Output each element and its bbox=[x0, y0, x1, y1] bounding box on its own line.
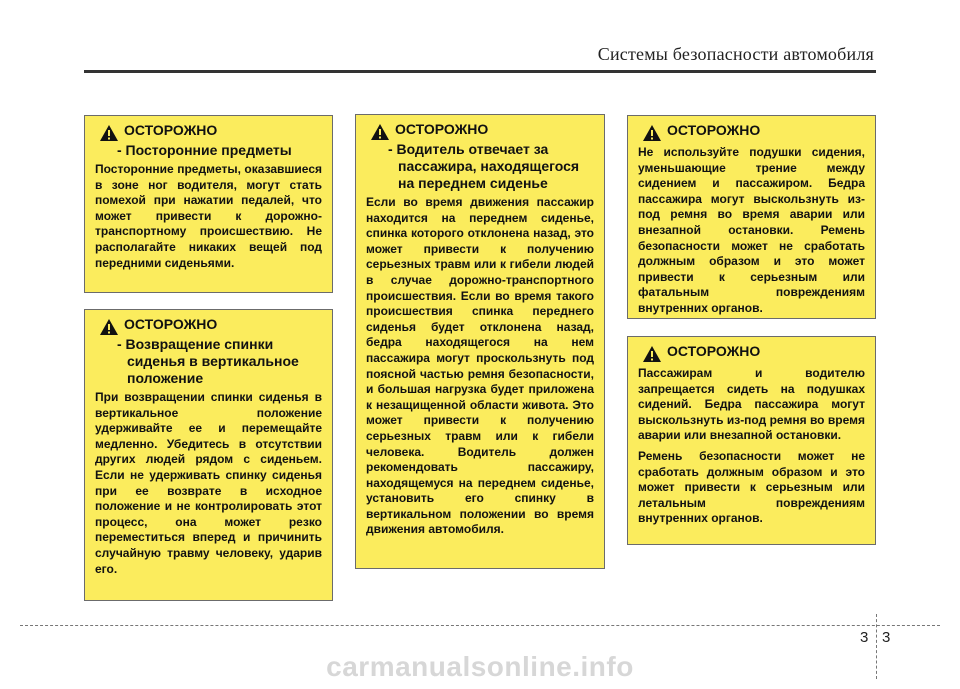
warning-box-foreign-objects bbox=[84, 115, 333, 293]
section-title: Системы безопасности автомобиля bbox=[597, 44, 874, 64]
watermark: carmanualsonline.info bbox=[326, 651, 634, 682]
warning-body: Посторонние предметы, оказавшиеся в зоне ног водителя, могут стать помехой при нажатии педалей, что может привести к дорожно-транспортному происшествию. Не располагайте никаких вещей под передними сиденьями. bbox=[95, 162, 322, 270]
warning-box-driver-responsibility bbox=[355, 114, 605, 569]
warning-subtitle: - Посторонние предметы bbox=[117, 142, 292, 158]
warning-box-seat-cushions bbox=[627, 115, 876, 319]
warning-triangle-icon bbox=[370, 123, 390, 141]
warning-triangle-icon bbox=[642, 124, 662, 142]
warning-subtitle: - Возвращение спинки сиденья в вертикальное положение bbox=[117, 336, 299, 386]
warning-title: ОСТОРОЖНО bbox=[124, 122, 218, 138]
header-rule bbox=[84, 70, 876, 73]
page-number-chapter: 3 bbox=[860, 629, 869, 646]
warning-body: Если во время движения пассажир находится на переднем сиденье, спинка которого отклонена назад, это может привести к получению серьезных травм или к гибели людей в случае дорожно-транспортного происшествия. Если во время такого происшествия спинка переднего сиденья будет отклонена назад, бедра находящегося на нем пассажира могут проскользнуть под поясной частью ремня безопасности, и большая нагрузка будет приложена к незащищенной области живота. Это может привести к получению серьезных травм или к гибели человека. Водитель должен рекомендовать пассажиру, находящемуся на переднем сиденье, установить его спинку в вертикальном положении во время движения автомобиля. bbox=[366, 195, 594, 537]
warning-box-seatback-return bbox=[84, 309, 333, 601]
page-number-page: 3 bbox=[882, 629, 891, 646]
warning-title: ОСТОРОЖНО bbox=[395, 121, 489, 137]
warning-body: При возвращении спинки сиденья в вертикальное положение удерживайте ее и перемещайте медленно. Убедитесь в отсутствии других людей рядом с сиденьем. Если не удерживать спинку сиденья при ее возврате в исходное положение и не контролировать этот процесс, она может резко переместиться вперед и причинить случайную травму человеку, ударив его. bbox=[95, 390, 322, 576]
warning-title: ОСТОРОЖНО bbox=[667, 122, 761, 138]
warning-title: ОСТОРОЖНО bbox=[667, 343, 761, 359]
warning-triangle-icon bbox=[99, 124, 119, 142]
warning-title: ОСТОРОЖНО bbox=[124, 316, 218, 332]
warning-box-sitting-on-cushions bbox=[627, 336, 876, 545]
warning-body: Не используйте подушки сидения, уменьшающие трение между сидением и пассажиром. Бедра пассажира могут выскользнуть из-под ремня во время аварии или внезапной остановки. Ремень безопасности может не сработать должным образом и это может привести к серьезным или фатальным повреждениям внутренних органов. bbox=[638, 145, 865, 315]
warning-triangle-icon bbox=[642, 345, 662, 363]
footer-divider bbox=[20, 625, 940, 626]
warning-body: Пассажирам и водителю запрещается сидеть на подушках сидений. Бедра пассажира могут выскользнуть из-под ремня во время аварии или внезапной остановки. Ремень безопасности может не сработать должным образом и это может привести к серьезным или летальным повреждениям внутренних органов. bbox=[638, 366, 865, 526]
warning-subtitle: - Водитель отвечает за пассажира, находящегося на переднем сиденье bbox=[388, 141, 580, 191]
warning-triangle-icon bbox=[99, 318, 119, 336]
